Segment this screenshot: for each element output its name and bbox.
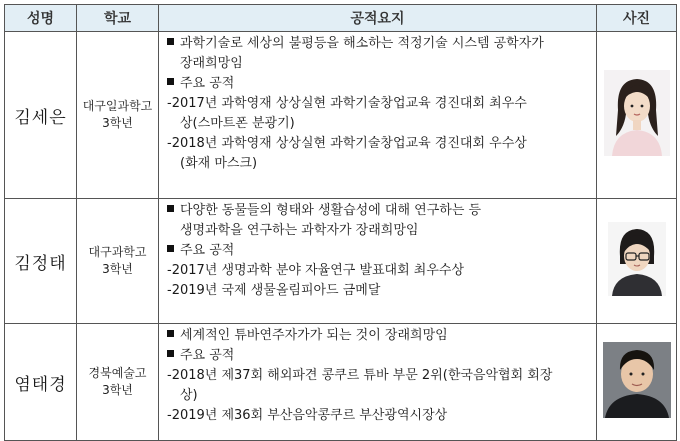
summary-line: 장래희망임 <box>180 56 243 71</box>
square-bullet-icon <box>167 245 174 252</box>
student-photo-cell <box>597 32 677 199</box>
summary-line: 상) <box>180 388 198 403</box>
header-photo: 사진 <box>597 5 677 32</box>
student-photo-cell <box>597 324 677 441</box>
square-bullet-icon <box>167 205 174 212</box>
school-grade: 3학년 <box>102 116 133 130</box>
achievement-summary <box>159 32 597 199</box>
school-name: 경북예술고 <box>88 366 147 380</box>
summary-line: 과학기술로 세상의 불평등을 해소하는 적정기술 시스템 공학자가 <box>167 34 592 54</box>
school-name: 대구일과학고 <box>82 99 153 113</box>
student-photo-cell <box>597 199 677 324</box>
square-bullet-icon <box>167 38 174 45</box>
school-grade: 3학년 <box>102 262 133 276</box>
square-bullet-icon <box>167 78 174 85</box>
summary-line: -2017년 과학영재 상상실현 과학기술창업교육 경진대회 최우수 <box>167 96 527 111</box>
table-row <box>5 32 677 199</box>
header-row <box>5 5 677 32</box>
student-name: 김세은 <box>5 32 77 199</box>
summary-line: -2018년 과학영재 상상실현 과학기술창업교육 경진대회 우수상 <box>167 136 527 151</box>
summary-line: -2017년 생명과학 분야 자율연구 발표대회 최우수상 <box>167 263 465 278</box>
school-name: 대구과학고 <box>88 245 147 259</box>
student-photo <box>604 70 670 156</box>
table-row <box>5 324 677 441</box>
achievement-summary <box>159 324 597 441</box>
summary-line: (화재 마스크) <box>180 156 258 171</box>
student-school <box>77 199 159 324</box>
header-name: 성명 <box>5 5 77 32</box>
header-summary: 공적요지 <box>159 5 597 32</box>
student-name: 염태경 <box>5 324 77 441</box>
school-grade: 3학년 <box>102 383 133 397</box>
summary-line: 주요 공적 <box>167 74 592 94</box>
summary-line: 세계적인 튜바연주자가가 되는 것이 장래희망임 <box>167 326 592 346</box>
square-bullet-icon <box>167 330 174 337</box>
student-school <box>77 32 159 199</box>
summary-line: 주요 공적 <box>167 241 592 261</box>
student-school <box>77 324 159 441</box>
student-photo <box>608 222 666 296</box>
header-school: 학교 <box>77 5 159 32</box>
summary-line: -2019년 제36회 부산음악콩쿠르 부산광역시장상 <box>167 408 448 423</box>
student-name: 김정태 <box>5 199 77 324</box>
summary-line: -2019년 국제 생물올림피아드 금메달 <box>167 283 381 298</box>
awards-table <box>4 4 677 441</box>
achievement-summary <box>159 199 597 324</box>
summary-line: -2018년 제37회 해외파견 콩쿠르 튜바 부문 2위(한국음악협회 회장 <box>167 368 553 383</box>
square-bullet-icon <box>167 350 174 357</box>
summary-line: 다양한 동물들의 형태와 생활습성에 대해 연구하는 등 <box>167 201 592 221</box>
summary-line: 주요 공적 <box>167 346 592 366</box>
summary-line: 상(스마트폰 분광기) <box>180 116 295 131</box>
student-photo <box>603 342 671 418</box>
table-row <box>5 199 677 324</box>
summary-line: 생명과학을 연구하는 과학자가 장래희망임 <box>180 223 419 238</box>
